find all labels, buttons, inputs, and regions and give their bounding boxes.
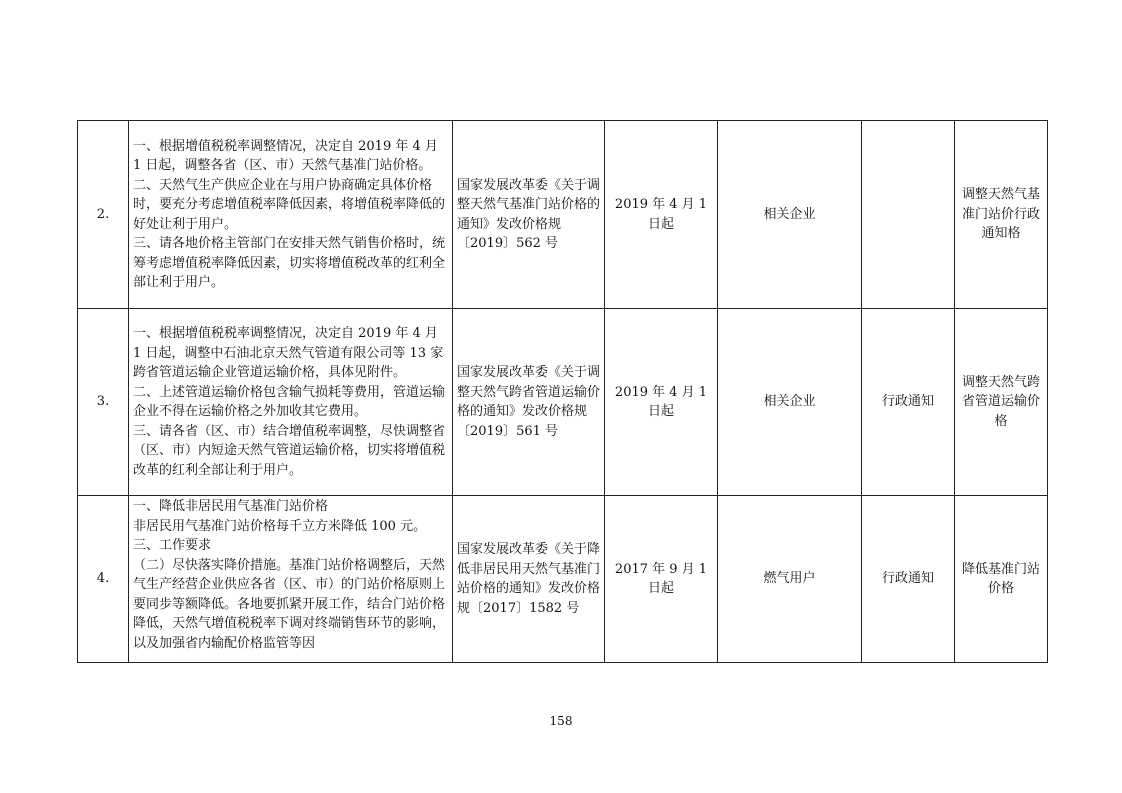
content-paragraph: 三、工作要求 bbox=[133, 538, 212, 553]
table-row bbox=[78, 309, 1048, 496]
content-paragraph: 一、根据增值税税率调整情况，决定自 2019 年 4 月 1 日起，调整各省（区、市）天然气基准门站价格。 bbox=[133, 138, 438, 173]
policy-content bbox=[129, 121, 453, 309]
target-audience: 相关企业 bbox=[718, 121, 862, 309]
content-paragraph: 二、天然气生产供应企业在与用户协商确定具体价格时，要充分考虑增值税率降低因素，将增值税率降低的好处让利于用户。 bbox=[133, 177, 446, 232]
content-paragraph: 二、上述管道运输价格包含输气损耗等费用，管道运输企业不得在运输价格之外加收其它费用。 bbox=[133, 384, 446, 419]
effective-date: 2019 年 4 月 1 日起 bbox=[605, 309, 718, 496]
target-audience: 相关企业 bbox=[718, 309, 862, 496]
content-paragraph: 非居民用气基准门站价格每千立方米降低 100 元。 bbox=[133, 518, 427, 534]
row-index: 3. bbox=[78, 309, 129, 496]
policy-basis: 国家发展改革委《关于调整天然气基准门站价格的通知》发改价格规〔2019〕562 号 bbox=[453, 121, 605, 309]
policy-type bbox=[862, 121, 955, 309]
table-row bbox=[78, 496, 1048, 663]
policy-content bbox=[129, 496, 453, 663]
row-index: 4. bbox=[78, 496, 129, 663]
policy-basis: 国家发展改革委《关于降低非居民用天然气基准门站价格的通知》发改价格规〔2017〕1582 号 bbox=[453, 496, 605, 663]
content-paragraph: 一、根据增值税税率调整情况，决定自 2019 年 4 月 1 日起，调整中石油北京天然气管道有限公司等 13 家跨省管道运输企业管道运输价格，具体见附件。 bbox=[133, 326, 444, 380]
content-paragraph: （二）尽快落实降价措施。基准门站价格调整后，天然气生产经营企业供应各省（区、市）的门站价格原则上要同步等额降低。各地要抓紧开展工作，结合门站价格降低，天然气增值税税率下调对终端销售环节的影响，以及加强省内输配价格监管等因 bbox=[133, 557, 446, 651]
content-paragraph: 三、请各省（区、市）结合增值税率调整，尽快调整省（区、市）内短途天然气管道运输价格，切实将增值税改革的红利全部让利于用户。 bbox=[133, 423, 446, 478]
policy-basis: 国家发展改革委《关于调整天然气跨省管道运输价格的通知》发改价格规〔2019〕561 号 bbox=[453, 309, 605, 496]
policy-content bbox=[129, 309, 453, 496]
policy-title: 降低基准门站价格 bbox=[955, 496, 1048, 663]
policy-title: 调整天然气基准门站价行政通知格 bbox=[955, 121, 1048, 309]
effective-date: 2017 年 9 月 1 日起 bbox=[605, 496, 718, 663]
content-paragraph: 一、降低非居民用气基准门站价格 bbox=[133, 499, 329, 514]
content-paragraph: 三、请各地价格主管部门在安排天然气销售价格时，统筹考虑增值税率降低因素，切实将增值税改革的红利全部让利于用户。 bbox=[133, 236, 446, 290]
policy-table bbox=[77, 120, 1048, 663]
target-audience: 燃气用户 bbox=[718, 496, 862, 663]
table-row bbox=[78, 121, 1048, 309]
policy-type: 行政通知 bbox=[862, 496, 955, 663]
policy-type: 行政通知 bbox=[862, 309, 955, 496]
effective-date: 2019 年 4 月 1 日起 bbox=[605, 121, 718, 309]
policy-title: 调整天然气跨省管道运输价格 bbox=[955, 309, 1048, 496]
page-number: 158 bbox=[549, 714, 573, 728]
row-index: 2. bbox=[78, 121, 129, 309]
